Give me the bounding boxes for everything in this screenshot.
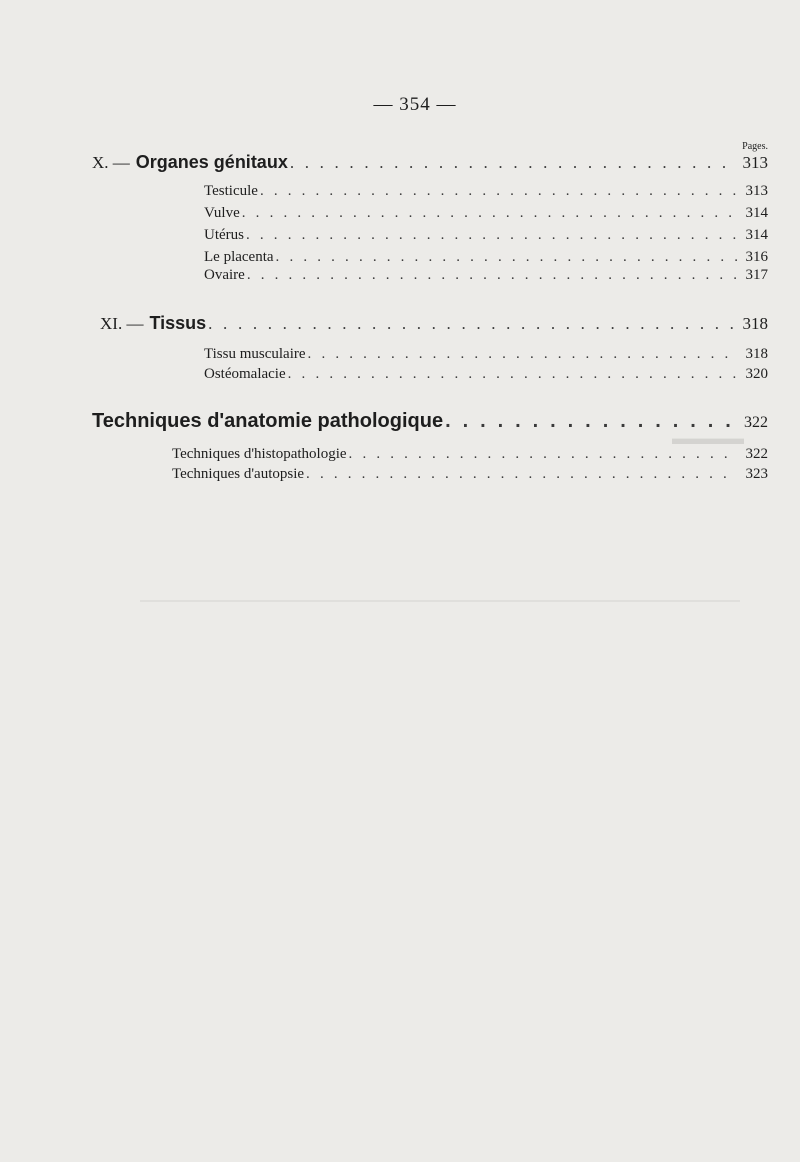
toc-entry[interactable] (204, 267, 768, 287)
page-ref: 316 (745, 249, 768, 265)
techniques-title: Techniques d'anatomie pathologique (92, 410, 444, 432)
toc-entry-label: Le placenta (204, 249, 274, 265)
page-ref: 317 (745, 267, 768, 283)
toc-entry[interactable] (204, 227, 768, 247)
leader-dots (240, 205, 738, 222)
page-ref: 322 (744, 414, 768, 431)
page-ref: 313 (742, 153, 768, 172)
page-number: — 354 — (373, 94, 457, 115)
page-ref: 314 (745, 205, 768, 221)
toc-entry[interactable] (204, 249, 768, 269)
page-ref: 318 (742, 314, 768, 333)
toc-entry[interactable] (172, 446, 768, 466)
section-heading-xi[interactable] (100, 313, 768, 335)
toc-entry-label: Ostéomalacie (204, 366, 286, 382)
toc-entry[interactable] (204, 183, 768, 203)
toc-entry-label: Techniques d'histopathologie (172, 446, 347, 462)
leader-dots (304, 466, 738, 483)
page-ref: 323 (745, 466, 768, 482)
leader-dots (306, 346, 738, 363)
toc-entry[interactable] (204, 205, 768, 225)
leader-dots (244, 227, 738, 244)
section-heading-x[interactable] (92, 152, 768, 174)
techniques-heading[interactable] (92, 410, 768, 436)
leader-dots (258, 183, 738, 200)
toc-entry-label: Utérus (204, 227, 244, 243)
bleed-through-line (140, 600, 740, 602)
toc-entry-label: Tissu musculaire (204, 346, 306, 362)
toc-entry-label: Vulve (204, 205, 240, 221)
section-number: X. — (92, 153, 130, 172)
toc-entry[interactable] (204, 346, 768, 366)
leader-dots (347, 446, 738, 463)
toc-entry[interactable] (204, 366, 768, 386)
toc-entry[interactable] (172, 466, 768, 486)
page-ref: 318 (745, 346, 768, 362)
section-number: XI. — (100, 314, 144, 333)
toc-entry-label: Testicule (204, 183, 258, 199)
page-ref: 314 (745, 227, 768, 243)
section-title: Tissus (149, 313, 207, 333)
page-ref: 322 (745, 446, 768, 462)
leader-dots (245, 267, 738, 284)
section-title: Organes génitaux (135, 152, 288, 172)
leader-dots (286, 366, 738, 383)
toc-entry-label: Ovaire (204, 267, 245, 283)
page-ref: 313 (745, 183, 768, 199)
leader-dots (206, 314, 738, 334)
pages-column-label: Pages. (742, 141, 768, 152)
bleed-through: ▬▬▬▬ (672, 428, 744, 448)
page-ref: 320 (745, 366, 768, 382)
leader-dots (288, 153, 738, 173)
leader-dots (274, 249, 738, 266)
toc-entry-label: Techniques d'autopsie (172, 466, 305, 482)
leader-dots (443, 410, 738, 433)
